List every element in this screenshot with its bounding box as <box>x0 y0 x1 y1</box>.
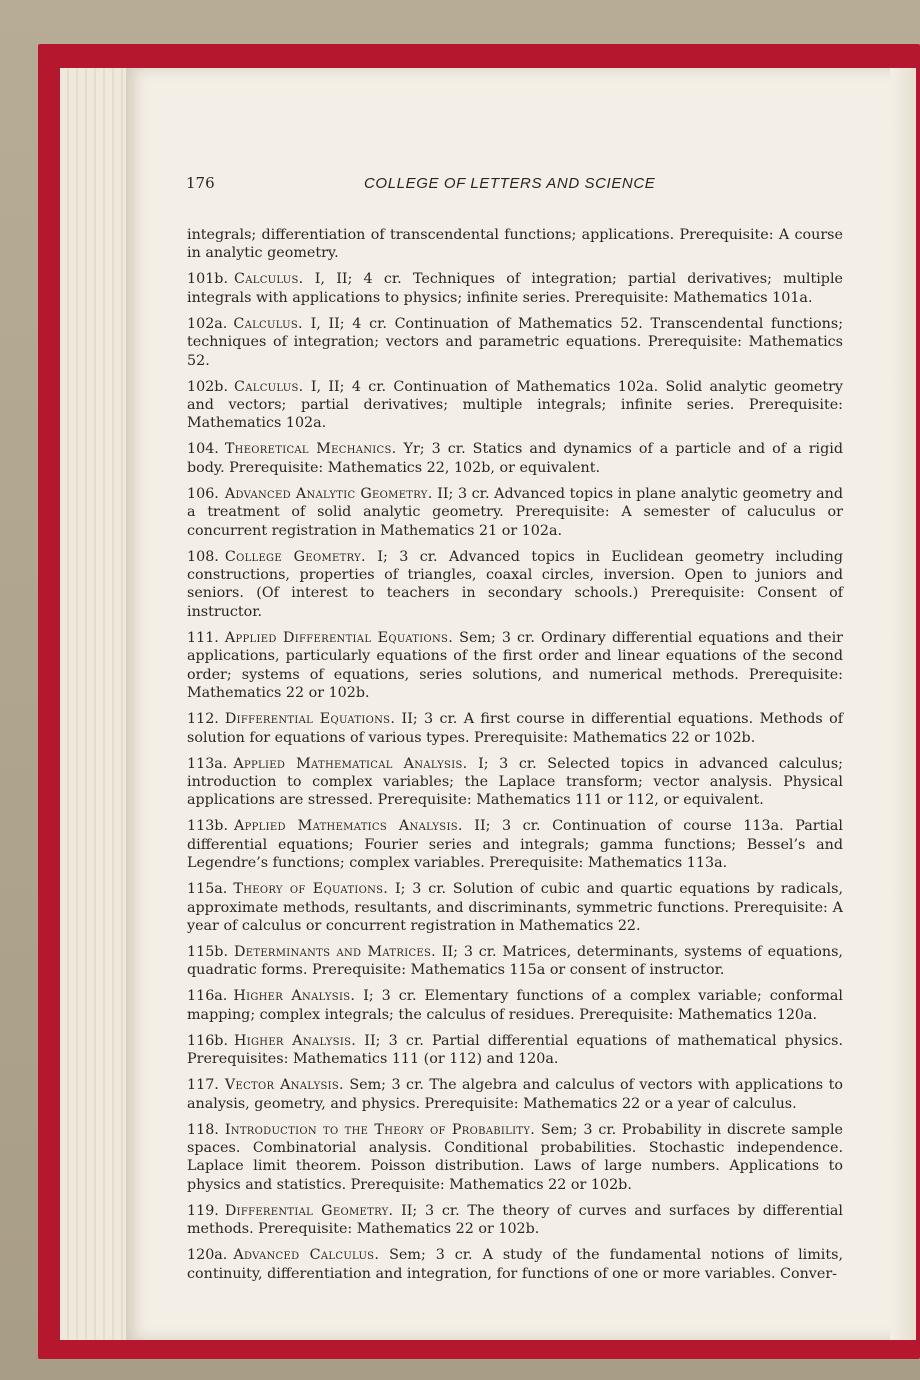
course-entry <box>187 629 843 703</box>
course-description: Yr; 3 cr. Statics and dynamics of a particle and of a rigid body. Prerequisite: Mathematics 22, 102b, or equivalent. <box>187 441 843 476</box>
intro-paragraph: integrals; differentiation of transcendental functions; applications. Prerequisite: A course in analytic geometry. <box>187 227 843 262</box>
course-entry <box>187 880 843 935</box>
course-title: Vector Analysis. <box>224 1077 344 1094</box>
course-number: 102a. <box>187 315 228 332</box>
course-description: I; 3 cr. Elementary functions of a complex variable; conformal mapping; complex integrals; the calculus of residues. Prerequisite: Mathematics 120a. <box>187 988 844 1023</box>
course-description: II; 3 cr. Advanced topics in plane analytic geometry and a treatment of solid analytic geometry. Prerequisite: A semester of caluculus or concurrent registration in Mathematics 21 or 102a. <box>187 485 843 539</box>
course-title: Calculus. <box>233 315 303 332</box>
page-edges <box>60 68 130 1340</box>
course-description: II; 3 cr. Continuation of course 113a. Partial differential equations; Fourier series and integrals; gamma functions; Bessel’s and Legendre’s functions; complex variables. Prerequisite: Mathematics 113a. <box>187 818 843 872</box>
course-list <box>187 270 843 1283</box>
course-description: I; 3 cr. Advanced topics in Euclidean geometry including constructions, properties of triangles, coaxal circles, inversion. Open to juniors and seniors. (Of interest to teachers in secondary schools.) Prerequisite: Consent of instructor. <box>187 548 843 620</box>
course-entry <box>187 755 843 810</box>
course-title: Differential Equations. <box>224 711 396 728</box>
course-title: Theory of Equations. <box>233 881 389 898</box>
course-description: II; 3 cr. The theory of curves and surfaces by differential methods. Prerequisite: Mathematics 22 or 102b. <box>187 1202 843 1238</box>
course-entry <box>187 1076 843 1113</box>
course-number: 115a. <box>187 881 228 898</box>
course-number: 101b. <box>187 271 228 288</box>
page-header <box>186 174 846 196</box>
course-number: 120a. <box>187 1247 228 1264</box>
course-title: Introduction to the Theory of Probability. <box>224 1121 536 1138</box>
course-number: 108. <box>187 548 219 565</box>
course-entry <box>187 270 843 307</box>
course-entry <box>187 1246 843 1283</box>
course-description: Sem; 3 cr. Ordinary differential equations and their applications, particularly equations of the first order and linear equations of the second order; systems of equations, series solutions, and numerical methods. Prerequisite: Mathematics 22 or 102b. <box>187 629 844 702</box>
course-number: 113b. <box>187 818 228 835</box>
course-title: Differential Geometry. <box>224 1202 394 1219</box>
course-title: Advanced Calculus. <box>233 1247 380 1264</box>
course-title: College Geometry. <box>224 548 366 565</box>
course-number: 116b. <box>187 1032 228 1049</box>
course-entry <box>187 817 843 872</box>
course-title: Theoretical Mechanics. <box>224 441 397 458</box>
course-description: II; 3 cr. Matrices, determinants, systems of equations, quadratic forms. Prerequisite: Mathematics 115a or consent of instructor. <box>187 943 843 979</box>
course-entry <box>187 943 843 980</box>
course-entry <box>187 378 843 433</box>
course-description: II; 3 cr. A first course in differential equations. Methods of solution for equations of various types. Prerequisite: Mathematics 22 or 102b. <box>187 711 843 746</box>
course-description: II; 3 cr. Partial differential equations of mathematical physics. Prerequisites: Mathematics 111 (or 112) and 120a. <box>187 1032 843 1068</box>
course-title: Applied Mathematics Analysis. <box>234 818 463 835</box>
course-number: 106. <box>187 485 219 502</box>
course-title: Higher Analysis. <box>233 988 356 1005</box>
page-fold <box>890 68 916 1340</box>
course-entry <box>187 1202 843 1239</box>
course-entry <box>187 987 843 1024</box>
course-description: I; 3 cr. Solution of cubic and quartic equations by radicals, approximate methods, resultants, and discriminants, symmetric functions. Prerequisite: A year of calculus or concurrent registration in Mathematics 22. <box>187 881 843 934</box>
course-description: I, II; 4 cr. Continuation of Mathematics 52. Transcendental functions; techniques of integration; vectors and parametric equations. Prerequisite: Mathematics 52. <box>187 315 844 369</box>
course-title: Applied Mathematical Analysis. <box>233 755 468 772</box>
course-number: 117. <box>187 1077 219 1094</box>
course-number: 118. <box>187 1121 219 1138</box>
course-entry <box>187 440 843 477</box>
course-number: 113a. <box>187 755 228 772</box>
course-entry <box>187 485 843 540</box>
course-description: Sem; 3 cr. A study of the fundamental notions of limits, continuity, differentiation and integration, for functions of one or more variables. Conver- <box>187 1247 843 1282</box>
course-number: 102b. <box>187 378 228 395</box>
course-number: 104. <box>187 441 219 458</box>
course-entry <box>187 1121 843 1195</box>
running-head: COLLEGE OF LETTERS AND SCIENCE <box>364 175 656 192</box>
course-title: Advanced Analytic Geometry. <box>224 485 433 502</box>
page-content <box>187 226 843 1291</box>
course-number: 112. <box>187 711 219 728</box>
course-title: Calculus. <box>234 378 304 395</box>
course-number: 115b. <box>187 943 228 960</box>
course-title: Determinants and Matrices. <box>234 943 436 960</box>
course-title: Higher Analysis. <box>234 1032 357 1049</box>
course-number: 111. <box>187 629 219 646</box>
course-title: Calculus. <box>234 271 304 288</box>
course-entry <box>187 548 843 622</box>
course-description: I; 3 cr. Selected topics in advanced calculus; introduction to complex variables; the Laplace transform; vector analysis. Physical applications are stressed. Prerequisite: Mathematics 111 or 112, or equivalent. <box>187 755 843 809</box>
course-description: I, II; 4 cr. Continuation of Mathematics 102a. Solid analytic geometry and vectors; partial derivatives; multiple integrals; infinite series. Prerequisite: Mathematics 102a. <box>187 378 844 432</box>
course-number: 116a. <box>187 988 228 1005</box>
course-description: I, II; 4 cr. Techniques of integration; partial derivatives; multiple integrals with applications to physics; infinite series. Prerequisite: Mathematics 101a. <box>187 271 843 306</box>
course-entry <box>187 710 843 747</box>
course-entry <box>187 315 843 370</box>
course-description: Sem; 3 cr. The algebra and calculus of vectors with applications to analysis, geometry, and physics. Prerequisite: Mathematics 22 or a year of calculus. <box>187 1077 843 1112</box>
course-number: 119. <box>187 1202 219 1219</box>
course-title: Applied Differential Equations. <box>224 629 454 646</box>
course-description: Sem; 3 cr. Probability in discrete sample spaces. Combinatorial analysis. Conditional probabilities. Stochastic independence. Laplace limit theorem. Poisson distribution. Laws of large numbers. Applications to physics and statistics. Prerequisite: Mathematics 22 or 102b. <box>187 1121 843 1193</box>
page-number: 176 <box>186 174 215 192</box>
course-entry <box>187 1032 843 1069</box>
